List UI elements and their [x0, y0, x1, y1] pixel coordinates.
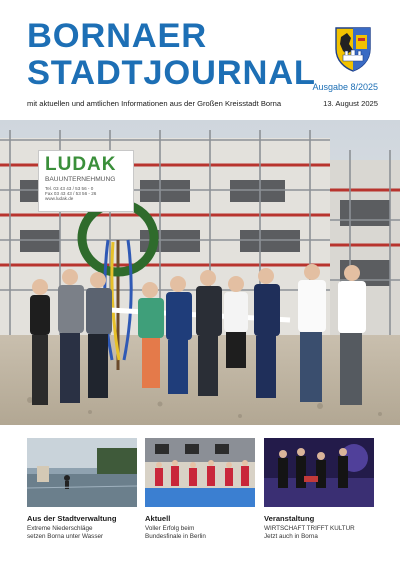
teaser-title: Aktuell: [145, 514, 171, 523]
teaser-text-line2: Jetzt auch in Borna: [264, 533, 318, 540]
journal-title-line2: STADTJOURNAL: [27, 54, 316, 92]
gymnastics-team-photo: [145, 438, 255, 507]
teaser-text-line1: Voller Erfolg beim: [145, 525, 195, 532]
issue-number: Ausgabe 8/2025: [312, 82, 378, 92]
teaser-text-line2: setzen Borna unter Wasser: [27, 533, 104, 540]
teaser-aktuell[interactable]: [145, 438, 255, 541]
borna-coat-of-arms-icon: [333, 25, 373, 73]
ludak-contact-line2: Fax 03 43 43 / 53 56 - 26: [45, 191, 97, 196]
teaser-title: Veranstaltung: [264, 514, 315, 523]
issue-date: 13. August 2025: [323, 99, 378, 108]
ludak-contact-line1: Tel. 03 43 43 / 53 56 - 0: [45, 186, 94, 191]
journal-title-line1: BORNAER: [27, 17, 208, 55]
ludak-company-banner: [38, 150, 134, 212]
teaser-stadtverwaltung[interactable]: [27, 438, 137, 541]
journal-subtitle: mit aktuellen und amtlichen Informationen aus der Großen Kreisstadt Borna: [27, 99, 282, 108]
teaser-text-line1: Extreme Niederschläge: [27, 525, 93, 532]
teaser-text-line2: Bundesfinale in Berlin: [145, 533, 206, 540]
teaser-text-line1: WIRTSCHAFT TRIFFT KULTUR: [264, 525, 355, 532]
ludak-contact-line3: www.ludak.de: [45, 196, 74, 201]
flooded-street-photo: [27, 438, 137, 507]
ludak-tagline: BAUUNTERNEHMUNG: [45, 176, 116, 183]
stage-event-photo: [264, 438, 374, 507]
teaser-title: Aus der Stadtverwaltung: [27, 514, 117, 523]
ludak-brand: LUDAK: [45, 154, 117, 175]
teaser-veranstaltung[interactable]: [264, 438, 374, 541]
